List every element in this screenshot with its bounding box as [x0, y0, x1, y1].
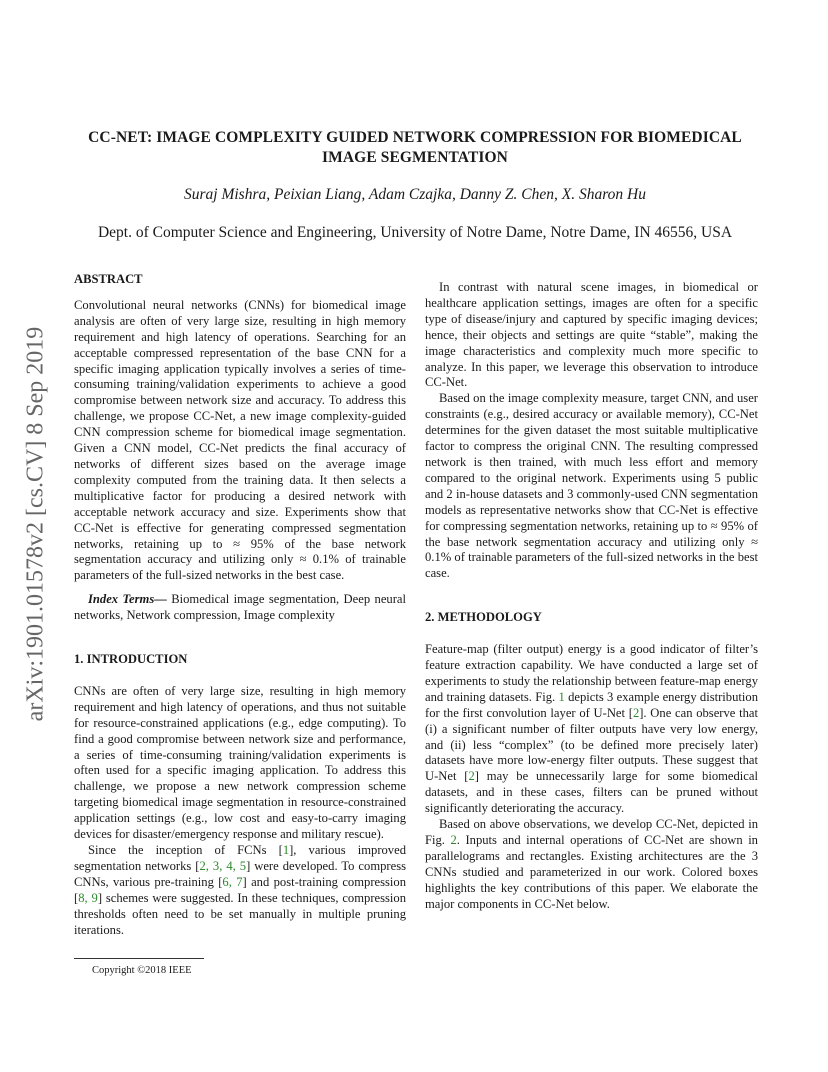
figure-link[interactable]: 1 — [558, 689, 565, 704]
intro-paragraph-2: Since the inception of FCNs [1], various improved segmentation networks [2, 3, 4, 5] were developed. To compress CNNs, various pre-training [6, 7] and post-training compression [8, 9] schemes were suggested. In these techniques, compression thresholds often need to be set manually in multiple pruning iterations. — [74, 843, 406, 937]
citation-link[interactable]: 8, 9 — [78, 890, 98, 905]
method-paragraph-2: Based on above observations, we develop CC-Net, depicted in Fig. 2. Inputs and internal operations of CC-Net are shown in parallelograms and rectangles. Existing architectures are the 3 CNNs studied and parameterized in our work. Colored boxes highlights the key contributions of this paper. We elaborate the major components in CC-Net below. — [425, 817, 758, 911]
intro-paragraph-1: CNNs are often of very large size, resulting in high memory requirement and high latency of operations, and thus not suitable for resource-constrained applications (e.g., edge computing). To find a good compromise between network size and performance, a series of time-consuming training/validation experiments is often used for a specific imaging application. To address this challenge, we propose a new network compression scheme targeting biomedical image segmentation in resource-constrained application settings (e.g., low cost and easy-to-carry imaging devices for disaster/emergency response and military rescue). — [74, 683, 406, 842]
figure-link[interactable]: 2 — [450, 833, 457, 847]
copyright-footnote — [74, 958, 406, 976]
index-terms — [74, 592, 406, 624]
index-terms-text: Biomedical image segmentation, Deep neural networks, Network compression, Image complexity — [74, 592, 406, 623]
citation-link[interactable]: 1 — [282, 843, 290, 857]
affiliation: Dept. of Computer Science and Engineering, University of Notre Dame, Notre Dame, IN 46556, USA — [97, 224, 733, 241]
intro-paragraph-3: In contrast with natural scene images, in biomedical or healthcare application settings, images are often for a specific type of disease/injury and captured by specific imaging devices; hence, their objects and settings are quite “stable”, making the image characteristics and complexity much more specific to analyze. In this paper, we leverage this observation to introduce CC-Net. — [425, 280, 758, 390]
introduction-heading: 1. INTRODUCTION — [74, 652, 188, 667]
footnote-rule — [74, 958, 204, 959]
left-column — [74, 272, 406, 938]
right-column — [425, 280, 758, 913]
index-terms-label: Index Terms— — [88, 592, 167, 607]
paper-title: CC-NET: IMAGE COMPLEXITY GUIDED NETWORK COMPRESSION FOR BIOMEDICAL IMAGE SEGMENTATION — [88, 129, 742, 166]
abstract-heading: ABSTRACT — [74, 272, 143, 286]
methodology-heading: 2. METHODOLOGY — [425, 610, 542, 625]
abstract-text: Convolutional neural networks (CNNs) for biomedical image analysis are often of very large size, resulting in high memory requirement and high latency of operations. Searching for an acceptable compressed representation of the base CNN for a specific imaging application typically involves a series of time-consuming training/validation experiments to achieve a good compromise between network size and accuracy. To address this challenge, we propose CC-Net, a new image complexity-guided CNN compression scheme for biomedical image segmentation. Given a CNN model, CC-Net predicts the final accuracy of networks of different sizes based on the average image complexity computed from the training data. It then selects a multiplicative factor for producing a desired network with acceptable network accuracy and size. Experiments show that CC-Net is effective for generating compressed segmentation networks, retaining up to ≈ 95% of the base network segmentation accuracy and utilizing only ≈ 0.1% of trainable parameters of the full-sized networks in the best case. — [74, 297, 406, 583]
method-paragraph-1: Feature-map (filter output) energy is a good indicator of filter’s feature extraction capability. We have conducted a large set of experiments to study the relationship between feature-map energy and training datasets. Fig. 1 depicts 3 example energy distribution for the first convolution layer of U-Net [2]. One can observe that (i) a significant number of filter outputs have very low energy, and (ii) less “complex” (to be defined more precisely later) datasets have more low-energy filter outputs. These suggest that U-Net [2] may be unnecessarily large for some biomedical datasets, and in these cases, filters can be pruned without significantly deteriorating the accuracy. — [425, 642, 758, 816]
citation-link[interactable]: 2 — [632, 705, 640, 720]
arxiv-stamp — [16, 294, 56, 754]
arxiv-id: arXiv:1901.01578v2 [cs.CV] 8 Sep 2019 — [22, 326, 49, 722]
citation-link[interactable]: 2, 3, 4, 5 — [199, 858, 247, 873]
citation-link[interactable]: 2 — [468, 769, 475, 784]
author-list: Suraj Mishra, Peixian Liang, Adam Czajka, Danny Z. Chen, X. Sharon Hu — [184, 186, 646, 203]
citation-link[interactable]: 6, 7 — [222, 874, 243, 889]
intro-paragraph-4: Based on the image complexity measure, target CNN, and user constraints (e.g., desired accuracy or available memory), CC-Net determines for the given dataset the most suitable multiplicative factor to compress the original CNN. The resulting compressed network is then trained, with much less effort and memory compared to the original network. Experiments using 5 public and 2 in-house datasets and 3 commonly-used CNN segmentation models as representative networks show that CC-Net is effective for compressing segmentation networks, retaining up to ≈ 95% of the base network segmentation accuracy and utilizing only ≈ 0.1% of trainable parameters of the full-sized networks in the best case. — [425, 391, 758, 581]
copyright-text: Copyright ©2018 IEEE — [92, 965, 192, 976]
